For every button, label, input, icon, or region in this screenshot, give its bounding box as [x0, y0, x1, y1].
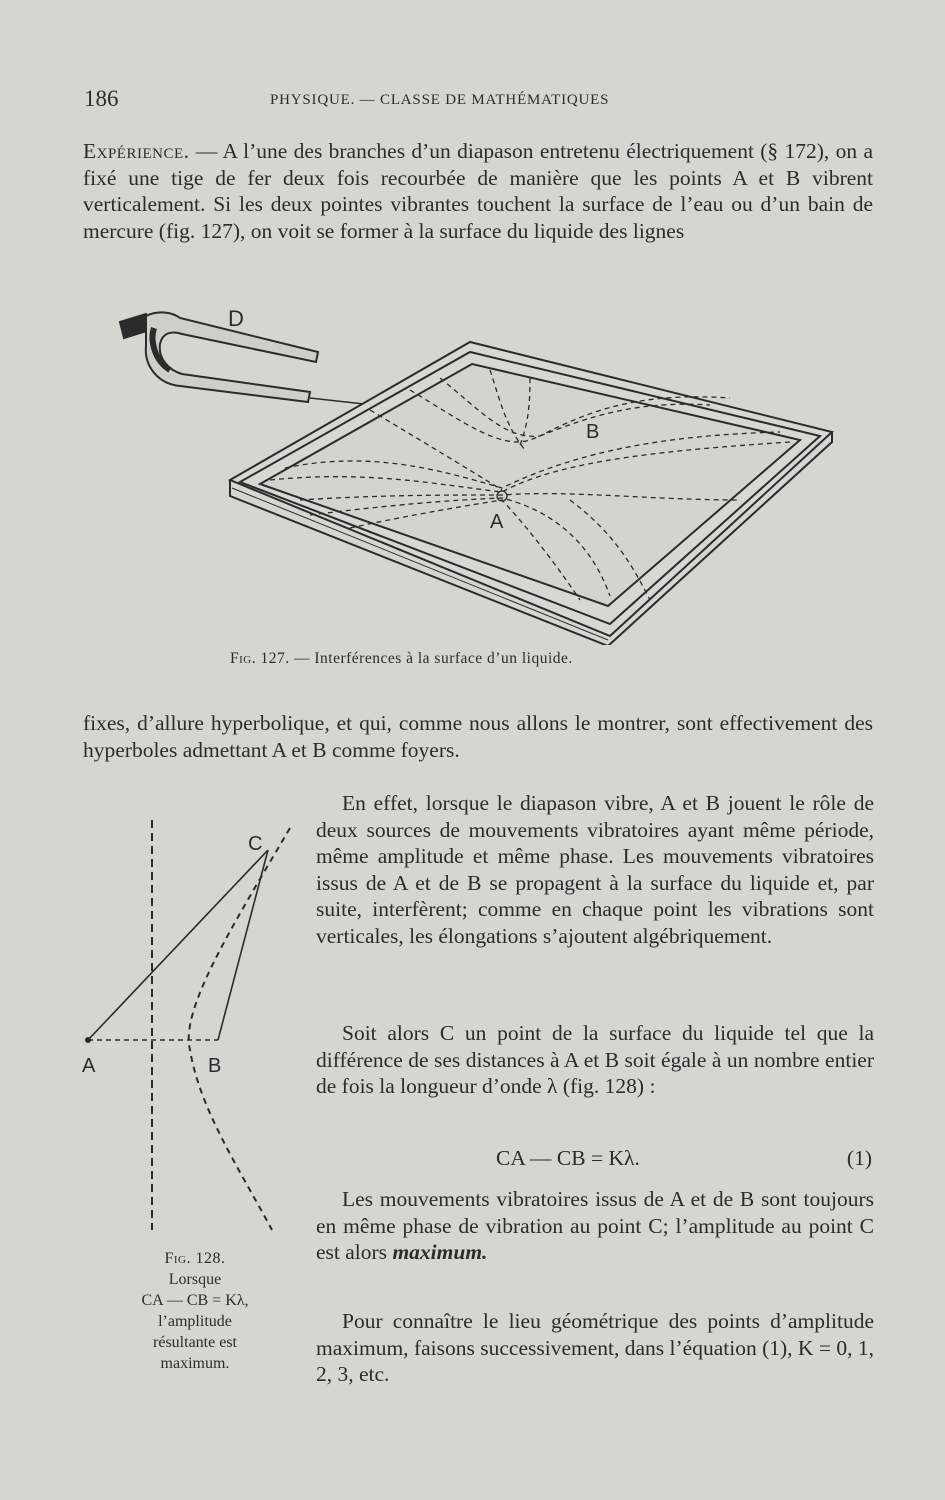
paragraph-experience — [83, 138, 873, 244]
experience-lead: Expérience. — [83, 139, 190, 163]
label-a: A — [82, 1055, 96, 1077]
paragraph-experience-text: — A l’une des branches d’un diapason entretenu électriquement (§ 172), on a fixé une tige de fer deux fois recourbée de manière que les points A et B vibrent verticalement. Si les deux pointes vibrantes touchent la surface de l’eau ou d’un bain de mercure (fig. 127), on voit se former à la surface du liquide des lignes — [83, 139, 873, 243]
equation-number: (1) — [846, 1146, 872, 1170]
figure-128-caption-line: maximum. — [160, 1355, 230, 1372]
figure-128-caption-lead: Fig. 128. — [164, 1250, 226, 1267]
paragraph-lieu-geometrique: Pour connaître le lieu géométrique des points d’amplitude maximum, faisons successivement, dans l’équation (1), K = 0, 1, 2, 3, etc. — [316, 1309, 874, 1386]
page-number: 186 — [84, 86, 119, 111]
paragraph-hyperboles: fixes, d’allure hyperbolique, et qui, comme nous allons le montrer, sont effectivement des hyperboles admettant A et B comme foyers. — [83, 711, 873, 762]
label-b: B — [586, 421, 600, 443]
running-title: PHYSIQUE. — CLASSE DE MATHÉMATIQUES — [270, 92, 610, 108]
figure-128-caption-line: Lorsque — [168, 1271, 222, 1288]
label-a: A — [490, 511, 504, 533]
equation-text: CA — CB = Kλ. — [496, 1146, 640, 1170]
paragraph-en-effet: En effet, lorsque le diapason vibre, A et B jouent le rôle de deux sources de mouvements vibratoires ayant même période, même amplitude et même phase. Les mouvements vibratoires issus de A et de B se propagent à la surface du liquide et, par suite, interfèrent; comme en chaque point les vibrations sont verticales, les élongations s’ajoutent algébriquement. — [316, 791, 874, 948]
figure-127-tuning-fork-tray — [110, 300, 850, 645]
figure-127-caption-text: — Interférences à la surface d’un liquide. — [289, 650, 573, 667]
paragraph-mouvements — [316, 1186, 874, 1266]
figure-128-caption — [80, 1248, 310, 1374]
figure-127-caption — [230, 650, 573, 668]
point-a-dot — [85, 1037, 91, 1043]
hyperbola-branch — [189, 828, 290, 1230]
label-c: C — [248, 833, 263, 855]
label-d: D — [228, 306, 244, 331]
emphasis-maximum: maximum. — [392, 1240, 488, 1264]
figure-128-caption-line: résultante est — [153, 1334, 237, 1351]
figure-128-caption-line: CA — CB = Kλ, — [141, 1292, 249, 1309]
figure-127-caption-lead: Fig. 127. — [230, 650, 290, 667]
figure-128-geometry — [80, 810, 295, 1240]
paragraph-soit-alors: Soit alors C un point de la surface du liquide tel que la différence de ses distances à A et B soit égale à un nombre entier de fois la longueur d’onde λ (fig. 128) : — [316, 1021, 874, 1098]
segment-ca — [88, 850, 268, 1040]
label-b: B — [208, 1055, 222, 1077]
figure-128-caption-line: l’amplitude — [158, 1313, 232, 1330]
equation-1 — [316, 1146, 874, 1174]
paragraph-mouvements-text: Les mouvements vibratoires issus de A et de B sont toujours en même phase de vibration au point C; l’amplitude au point C est alors — [316, 1187, 874, 1264]
